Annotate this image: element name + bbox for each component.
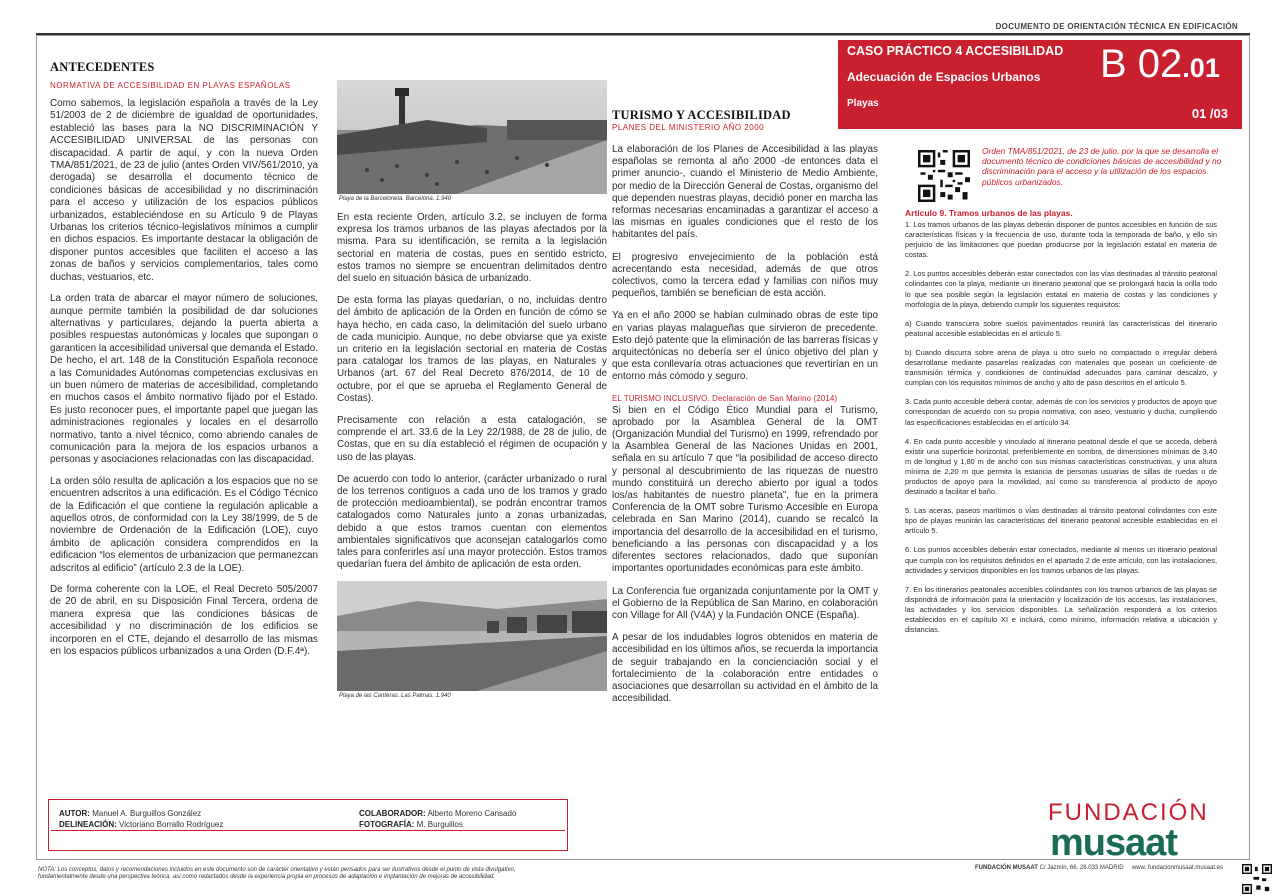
case-code [1100, 42, 1220, 87]
articulo-title: Artículo 9. Tramos urbanos de las playas. [905, 208, 1073, 218]
credits-box [48, 799, 568, 851]
canteras-photo [337, 581, 607, 691]
delineacion-credit: DELINEACIÓN: Victoriano Borrallo Rodríguez [59, 820, 224, 829]
articulo-item: 7. En los itinerarios peatonales accesibles colindantes con los tramos urbanos de las playas se dispondrá de información para la orientación y localización de los accesos, las instalaciones, las actividades y los servicios disponibles. La señalización responderá a los criterios establecidos en el capítulo XI e incluirá, como mínimo, información relativa a ubicación y distancias. [905, 584, 1217, 635]
middle-paragraph: De acuerdo con todo lo anterior, (carácter urbanizado o rural de los terrenos contiguos a cada uno de los tramos y grado de protección medioambiental), se podrán encontrar tramos catalogados como Naturales junto a zonas urbanizadas, debido a que estos tramos cuentan con elementos ambientales significativos que aconsejan catalogarlos como tales para conferirles así una mayor protección. Estos tramos quedarían fuera del ámbito de aplicación de esta orden. [337, 473, 607, 571]
articulo-items [905, 220, 1217, 644]
articulo-item: 5. Las aceras, paseos marítimos o vías destinadas al tránsito peatonal colindantes con este tipo de playas reunirán las características del itinerario peatonal accesible establecidas en el artículo 5. [905, 506, 1217, 536]
page-number: 01 /03 [1191, 106, 1228, 121]
footer-qr-icon [1242, 864, 1272, 894]
inclusivo-paragraph: La Conferencia fue organizada conjuntamente por la OMT y el Gobierno de la República de San Marino, en colaboración con Village for All (V4A) y la Fundación ONCE (España). [612, 585, 878, 621]
fotografia-credit: FOTOGRAFÍA: M. Burguillos [359, 820, 463, 829]
disclaimer-note: NOTA: Los conceptos, datos y recomendaciones incluidos en este documento son de carácter orientativo y están pensados para ser ilustrativos desde el punto de vista divulgativo, fundamentalmente desde una perspectiva teórica, así como redactados desde la experiencia propia en procesos de adaptación e implantación de mejoras de accesibilidad. [38, 867, 516, 881]
antecedentes-paragraph: La orden sólo resulta de aplicación a los espacios que no se encuentren adscritos a una edificación. Es el Código Técnico de la Edificación el que contiene la regulación aplicable a aquellos otros, de conformidad con la Ley 38/1999, de 5 de noviembre de Ordenación de la Edificación (LOE), cuyo ámbito de aplicación considera comprendidos en la edificacion “los elementos de urbanizacion que permanezcan adscritos al edificio” (artículo 2.3 de la LOE). [50, 475, 318, 574]
case-topic: Playas [847, 98, 879, 109]
middle-paragraph: De esta forma las playas quedarían, o no, incluidas dentro del ámbito de aplicación de la Orden en función de cómo se haya hecho, en cada caso, la delimitación del suelo urbano de cada municipio. Aunque, no debe obviarse que ya existe un criterio en la legislación sectorial en materia de Costas para catalogar los tramos de las playas, en Naturales y Urbanos (art. 67 del Real Decreto 876/2014, de 10 de octubre, por el que se aprueba el Reglamento General de Costas). [337, 295, 607, 404]
footer-address: FUNDACIÓN MUSAAT C/ Jazmín, 66. 28.033 MADRID www. fundacionmusaat.musaat.es [975, 865, 1223, 871]
turismo-subheading: PLANES DEL MINISTERIO AÑO 2000 [612, 123, 765, 132]
document-header-title: DOCUMENTO DE ORIENTACIÓN TÉCNICA EN EDIFICACIÓN [995, 22, 1238, 31]
case-title: CASO PRÁCTICO 4 ACCESIBILIDAD [847, 44, 1064, 58]
photo-caption: Playa de las Canteras. Las Palmas. 1.940 [339, 693, 451, 700]
articulo-item: 6. Los puntos accesibles deberán estar conectados, mediante al menos un itinerario peatonal que cumpla con los requisitos definidos en el apartado 2 de este artículo, con las instalaciones, actividades y servicios disponibles en los tramos urbanos de las playas. [905, 545, 1217, 575]
credits-divider [51, 830, 565, 831]
articulo-item: 4. En cada punto accesible y vinculado al itinerario peatonal desde el que se acceda, deberá existir una superficie horizontal, preferiblemente en sombra, de dimensiones mínimas de 3,40 m de longitud y 1,80 m de ancho con sus mismas características constructivas, y una altura mínima de 2,20 m que permita la estancia de personas usuarias de sillas de ruedas o de productos de apoyo para la movilidad, así como su transferencia al producto de apoyo destinado a facilitar el baño. [905, 436, 1217, 497]
antecedentes-heading: ANTECEDENTES [50, 60, 155, 74]
barceloneta-photo [337, 80, 607, 194]
logo-fundacion: FUNDACIÓN [1048, 799, 1209, 826]
inclusivo-label: EL TURISMO INCLUSIVO. Declaración de San Marino (2014) [612, 393, 838, 403]
articulo-item: 2. Los puntos accesibles deberán estar conectados con las vías destinadas al tránsito peatonal colindantes con la playa, mediante un itinerario peatonal que se prolongará hacia la orilla todo lo que sea posible según la legislación estatal en materia de costas y las condiciones y morfología de la playa, debiendo cumplir los siguientes requisitos: [905, 269, 1217, 309]
case-code-sub: .01 [1182, 53, 1220, 83]
turismo-paragraph: El progresivo envejecimiento de la población está acrecentando esta necesidad, además de que otros colectivos, como la tercera edad y familias con niños muy pequeños, también se benefician de esta acción. [612, 251, 878, 300]
articulo-item: b) Cuando discurra sobre arena de playa u otro suelo no compactado o irregular deberá desarrollarse mediante pasarelas realizadas con materiales que posean un coeficiente de transmisión térmica y condiciones de continuidad adecuados para caminar descalzo, y cumplan con los requisitos mínimos de ancho y alto de paso descritos en el artículo 5. [905, 347, 1217, 388]
colaborador-credit: COLABORADOR: Alberto Moreno Cansado [359, 809, 517, 818]
case-title-box [838, 40, 1242, 129]
turismo-paragraph: La elaboración de los Planes de Accesibilidad a las playas españolas se remonta al año 2000 -de entonces data el primer anuncio-, cuando el Ministerio de Medio Ambiente, por medio de la Dirección General de Costas, organismo del que dependen nuestras playas, decidió poner en marcha las reformas necesarias encaminadas a garantizar el acceso a las mismas en iguales condiciones que el resto de los habitantes del país. [612, 144, 878, 241]
turismo-paragraph: Ya en el año 2000 se habían culminado obras de este tipo en varias playas malagueñas que sirvieron de precedente. Esto dejó patente que la eliminación de las barreras físicas y arquitectónicas no debería ser el único objetivo del plan y que esta conllevaría otras actuaciones que revertirían en un entorno más cómodo y seguro. [612, 310, 878, 383]
articulo-item: a) Cuando transcurra sobre suelos pavimentados reunirá las características del itinerario peatonal accesible establecidas en el artículo 5. [905, 318, 1217, 338]
inclusivo-paragraph: A pesar de los indudables logros obtenidos en materia de accesibilidad en los últimos años, se recuerda la importancia de seguir trabajando en la concienciación social y el fortalecimiento de la colaboración entre entidades o asociaciones que desarrollan su actividad en el ámbito de la accesibilidad. [612, 632, 878, 705]
antecedentes-subheading: NORMATIVA DE ACCESIBILIDAD EN PLAYAS ESPAÑOLAS [50, 81, 291, 90]
turismo-column [612, 100, 878, 715]
photo-caption: Playa de la Barceloneta. Barcelona. 1.940 [339, 196, 452, 202]
inclusivo-paragraph: Si bien en el Código Ético Mundial para el Turismo, aprobado por la Asamblea General de la OMT (Organización Mundial del Turismo) en 1999, refrendado por la Asamblea General de las Naciones Unidas en 2001, señala en su artículo 7 que “la posibilidad de acceso directo y personal al descubrimiento de las riquezas de nuestro mundo constituirá un derecho abierto por igual a todos los/as habitantes de nuestro planeta”, fue en la primera Conferencia de la OMT sobre Turismo Accesible en Europa celebrada en San Marino (2014), cuando se recalcó la importancia del desarrollo de la accesibilidad en el turismo, beneficiando a las personas con discapacidad y a los diferentes sectores relacionados, dado que suponían importantes oportunidades económicas para este ámbito. [612, 404, 878, 575]
antecedentes-paragraph: La orden trata de abarcar el mayor número de soluciones, aunque permite también la posibilidad de dar soluciones alternativas y particulares, dejando la puerta abierta a posibles respuestas autonómicas y locales que supongan o garanticen la accesibilidad universal que demanda el Estado. De hecho, el art. 148 de la Constitución Española reconoce a las Comunidades Autónomas competencias exclusivas en un buen número de materias de accesibilidad, completando en muchos casos el ámbito normativo fijado por el Estado. Es justo reconocer pues, el importante papel que juegan las administraciones regionales y locales en el desarrollo normativo, tanto a nivel técnico, como abriendo canales de comunicación para la mejora de los espacios urbanos a personas y asociaciones relacionadas con las discapacidad. [50, 293, 318, 466]
orden-quote: Orden TMA/851/2021, de 23 de julio, por la que se desarrolla el documento técnico de condiciones básicas de accesibilidad y no discriminación para el acceso y la utilización de los espacios públicos urbanizados. [982, 146, 1222, 187]
case-subtitle: Adecuación de Espacios Urbanos [847, 70, 1041, 84]
logo-musaat: musaat [1050, 822, 1178, 864]
middle-paragraph: Precisamente con relación a esta catalogación, se comprende el art. 33.6 de la Ley 22/1988, de 28 de julio, de Costas, que en su día estableció el régimen de ocupación y uso de las playas. [337, 415, 607, 463]
middle-column [337, 80, 607, 709]
turismo-heading: TURISMO Y ACCESIBILIDAD [612, 108, 791, 122]
qr-code-icon [918, 150, 970, 202]
antecedentes-column [50, 50, 318, 667]
articulo-item: 1. Los tramos urbanos de las playas deberán disponer de puntos accesibles en función de sus características físicas y la frecuencia de uso, durante toda la temporada de baño, y ello sin perjuicio de las limitaciones que puedan producirse por la legislación estatal en materia de costas. [905, 220, 1217, 260]
antecedentes-paragraph: De forma coherente con la LOE, el Real Decreto 505/2007 de 20 de abril, en su Disposición Final Tercera, ordena de manera expresa que las condiciones básicas de accesibilidad y no discriminación de los edificios se incorporen en el CTE, dejando el desarrollo de las mismas en los espacios públicos urbanizados a una Orden (D.F.4ª). [50, 584, 318, 658]
autor-credit: AUTOR: Manuel A. Burguillos González [59, 809, 202, 818]
case-code-main: B 02 [1100, 42, 1183, 86]
antecedentes-paragraph: Como sabemos, la legislación española a través de la Ley 51/2003 de 2 de diciembre de igualdad de oportunidades, estableció las bases para la NO DISCRIMINACIÓN Y ACCESIBILIDAD UNIVERSAL de las personas con discapacidad. A partir de aquí, y con la nueva Orden TMA/851/2021, de 23 de julio (antes Orden VIV/561/2010, ya derogada) se desarrolla el documento técnico de condiciones básicas de accesibilidad y no discriminación para el acceso y utilización de los espacios públicos urbanizados, estableciéndose en su Artículo 9 de Playas Urbanas los criterios técnico-legislativos mínimos a cumplir en dichos espacios. Es importante destacar la obligación de disponer puntos accesibles que faciliten el acceso a las zonas de baños y servicios complementarios, tales como duchas, vestuarios, etc. [50, 98, 318, 283]
articulo-item: 3. Cada punto accesible deberá contar, además de con los servicios y productos de apoyo que correspondan de acuerdo con su propia normativa, con aseo, vestuario y ducha, cumpliendo las especificaciones establecidas en el artículo 34. [905, 397, 1217, 427]
middle-paragraph: En esta reciente Orden, artículo 3.2, se incluyen de forma expresa los tramos urbanos de las playas afectados por la misma. Para su identificación, se remita a la legislación sectorial en materia de costas, pues en sentido estricto, estos tramos no siempre se encuentran delimitados dentro del suelo en situación básica de urbanizado. [337, 212, 607, 285]
